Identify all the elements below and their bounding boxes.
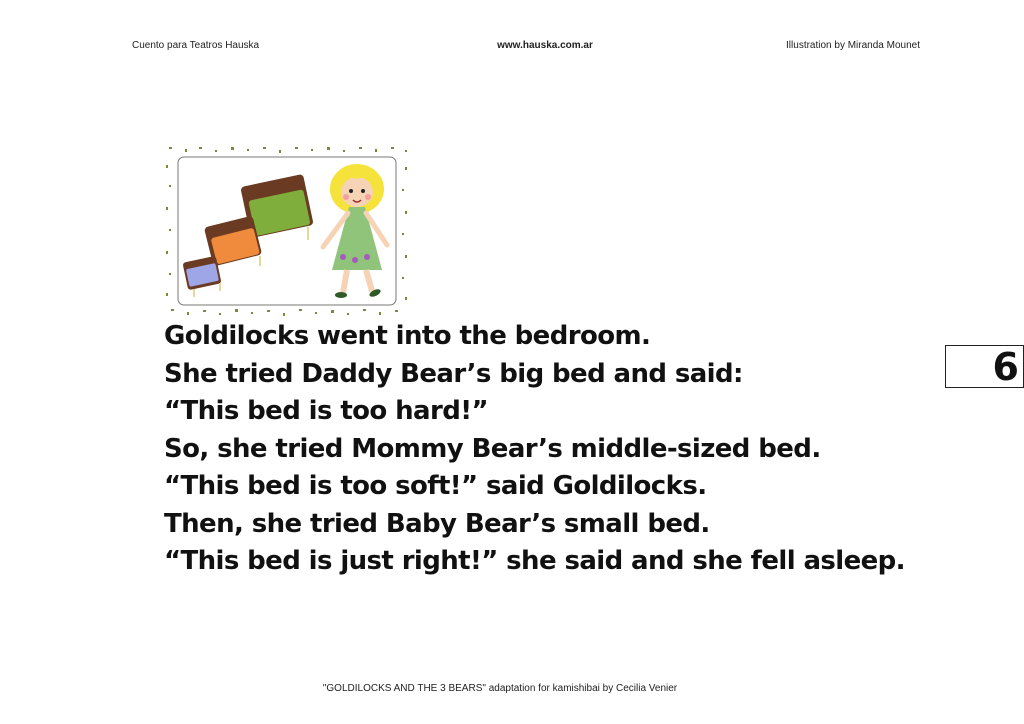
story-line: “This bed is too soft!” said Goldilocks. [164,471,707,501]
story-text [164,318,924,581]
footer-credit: "GOLDILOCKS AND THE 3 BEARS" adaptation for kamishibai by Cecilia Venier [322,683,678,694]
page-number-badge: 6 [945,345,1024,388]
header-left-text: Cuento para Teatros Hauska [132,40,260,51]
goldilocks-beds-illustration [165,145,410,317]
story-line: So, she tried Mommy Bear’s middle-sized bed. [164,433,821,464]
story-line: Then, she tried Baby Bear’s small bed. [164,508,710,539]
story-line: She tried Daddy Bear’s big bed and said: [164,358,743,389]
story-line: Goldilocks went into the bedroom. [164,321,651,351]
header-illustrator-credit: Illustration by Miranda Mounet [786,40,920,51]
story-line: “This bed is just right!” she said and she fell asleep. [164,546,905,576]
header-website-link[interactable]: www.hauska.com.ar [497,40,593,51]
story-line: “This bed is too hard!” [164,396,488,426]
